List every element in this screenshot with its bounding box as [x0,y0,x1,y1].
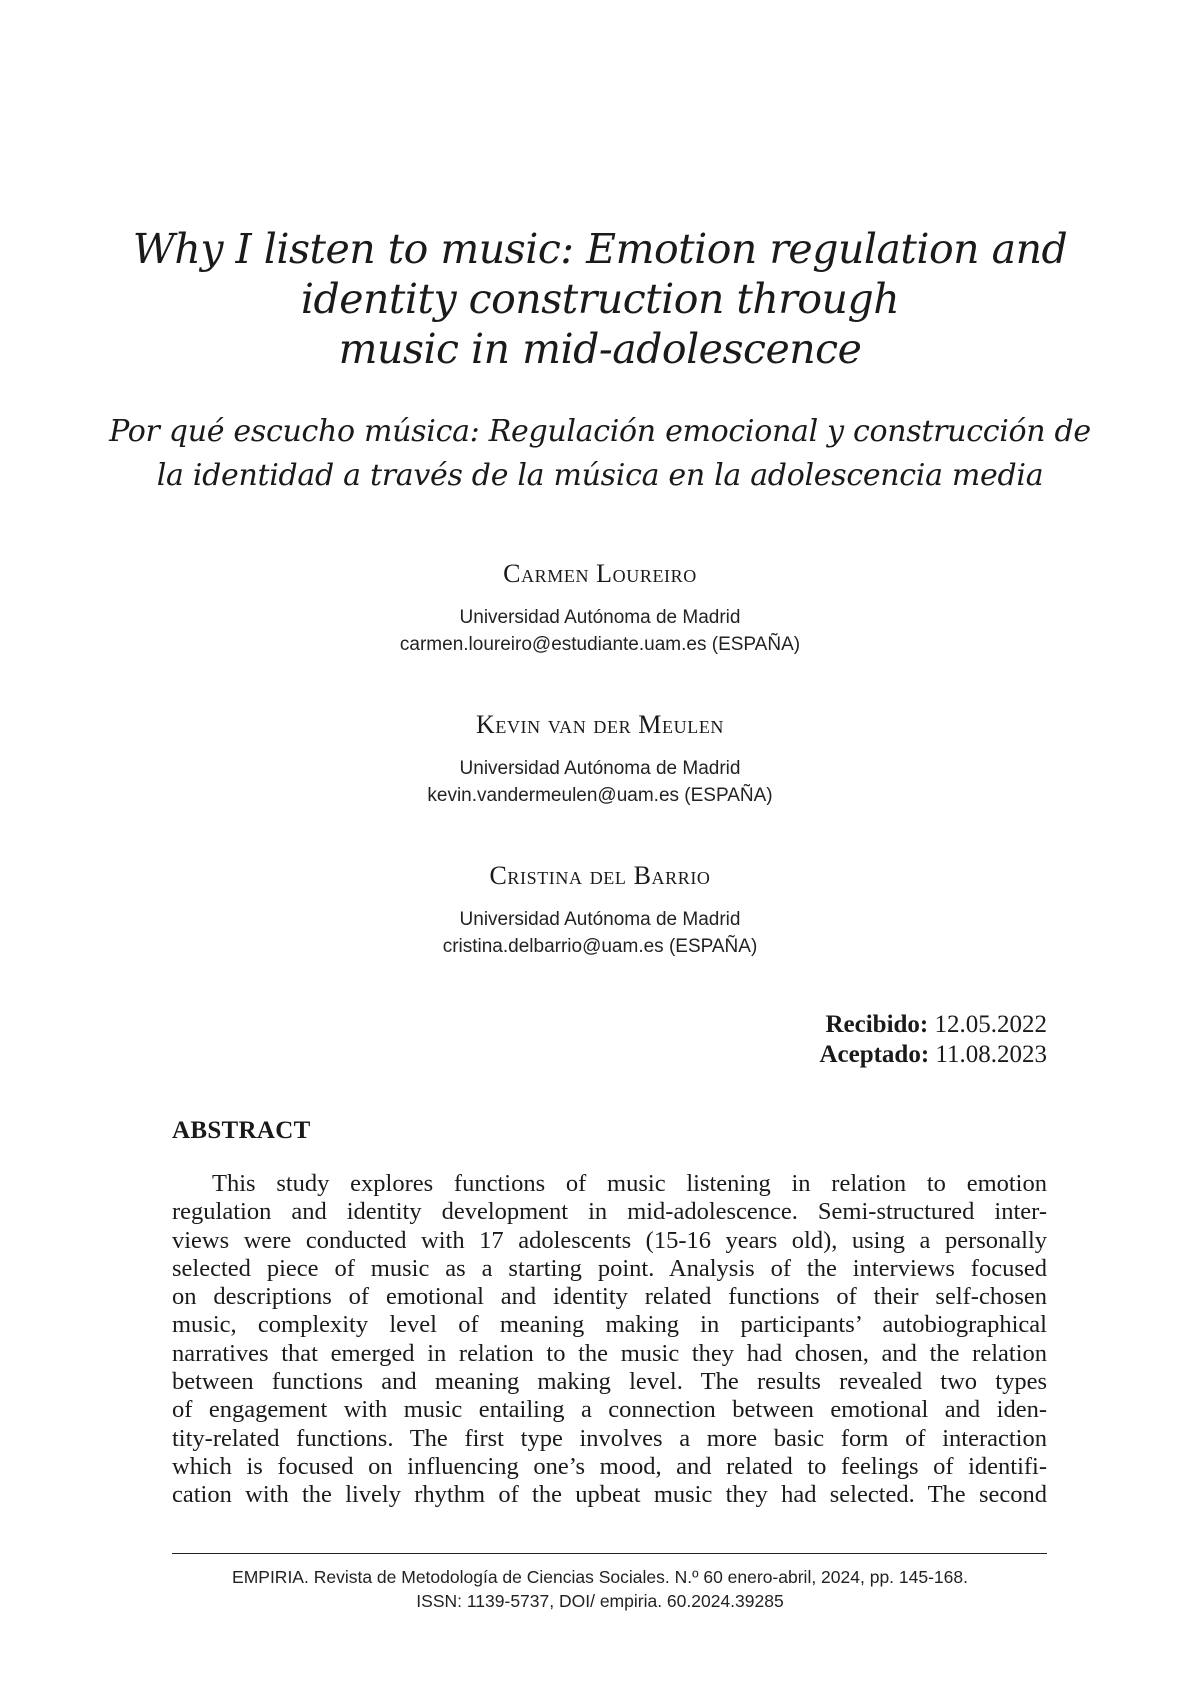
english-title-line: Why I listen to music: Emotion regulation and [132,225,1068,273]
abstract-line: regulation and identity development in mid-adolescence. Semi-structured inter- [172,1198,1047,1226]
spanish-title-line: Por qué escucho música: Regulación emocional y construcción de [109,414,1091,449]
english-title-line: identity construction through [300,275,900,323]
author-name: Cristina del Barrio [489,861,711,890]
abstract-line: tity-related functions. The first type involves a more basic form of interaction [172,1424,1047,1452]
journal-citation: EMPIRIA. Revista de Metodología de Ciencias Sociales. N.º 60 enero-abril, 2024, pp. 145-168. [232,1567,968,1587]
author-name: Kevin van der Meulen [475,710,725,739]
english-title [100,224,1100,374]
abstract-line: between functions and meaning making level. The results revealed two types [172,1368,1047,1396]
author-name: Carmen Loureiro [503,559,697,588]
author-email: carmen.loureiro@estudiante.uam.es (ESPAÑA) [399,634,801,655]
abstract-line: music, complexity level of meaning making in participants’ autobiographical [172,1311,1047,1339]
author-email: cristina.delbarrio@uam.es (ESPAÑA) [442,936,758,957]
accepted-date [819,1040,1047,1070]
accepted-value: 11.08.2023 [935,1041,1047,1068]
author-block [100,558,1100,658]
abstract-line: selected piece of music as a starting point. Analysis of the interviews focused [172,1254,1047,1282]
abstract-text [172,1170,1047,1510]
received-value: 12.05.2022 [934,1011,1047,1038]
footer-divider [172,1553,1047,1554]
accepted-label: Aceptado: [819,1041,930,1068]
english-title-line: music in mid-adolescence [338,325,862,373]
spanish-title [100,410,1100,498]
abstract-line: cation with the lively rhythm of the upbeat music they had selected. The second [172,1481,1047,1509]
abstract-line: This study explores functions of music listening in relation to emotion [212,1170,1047,1197]
received-date [819,1010,1047,1040]
author-block [100,860,1100,960]
abstract-line: views were conducted with 17 adolescents (15-16 years old), using a personally [172,1226,1047,1254]
spanish-title-line: la identidad a través de la música en la adolescencia media [156,458,1044,493]
issn-doi: ISSN: 1139-5737, DOI/ empiria. 60.2024.39285 [416,1591,784,1611]
submission-dates [819,1010,1047,1070]
abstract-heading: ABSTRACT [172,1117,311,1144]
abstract-line: of engagement with music entailing a connection between emotional and iden- [172,1396,1047,1424]
journal-footer [100,1565,1100,1613]
abstract-line: narratives that emerged in relation to the music they had chosen, and the relation [172,1339,1047,1367]
author-block [100,709,1100,809]
author-affiliation: Universidad Autónoma de Madrid [459,758,741,779]
author-affiliation: Universidad Autónoma de Madrid [459,909,741,930]
abstract-line: which is focused on influencing one’s mood, and related to feelings of identifi- [172,1452,1047,1480]
received-label: Recibido: [825,1011,929,1038]
abstract-line: on descriptions of emotional and identity related functions of their self-chosen [172,1283,1047,1311]
author-affiliation: Universidad Autónoma de Madrid [459,607,741,628]
author-email: kevin.vandermeulen@uam.es (ESPAÑA) [427,785,773,806]
